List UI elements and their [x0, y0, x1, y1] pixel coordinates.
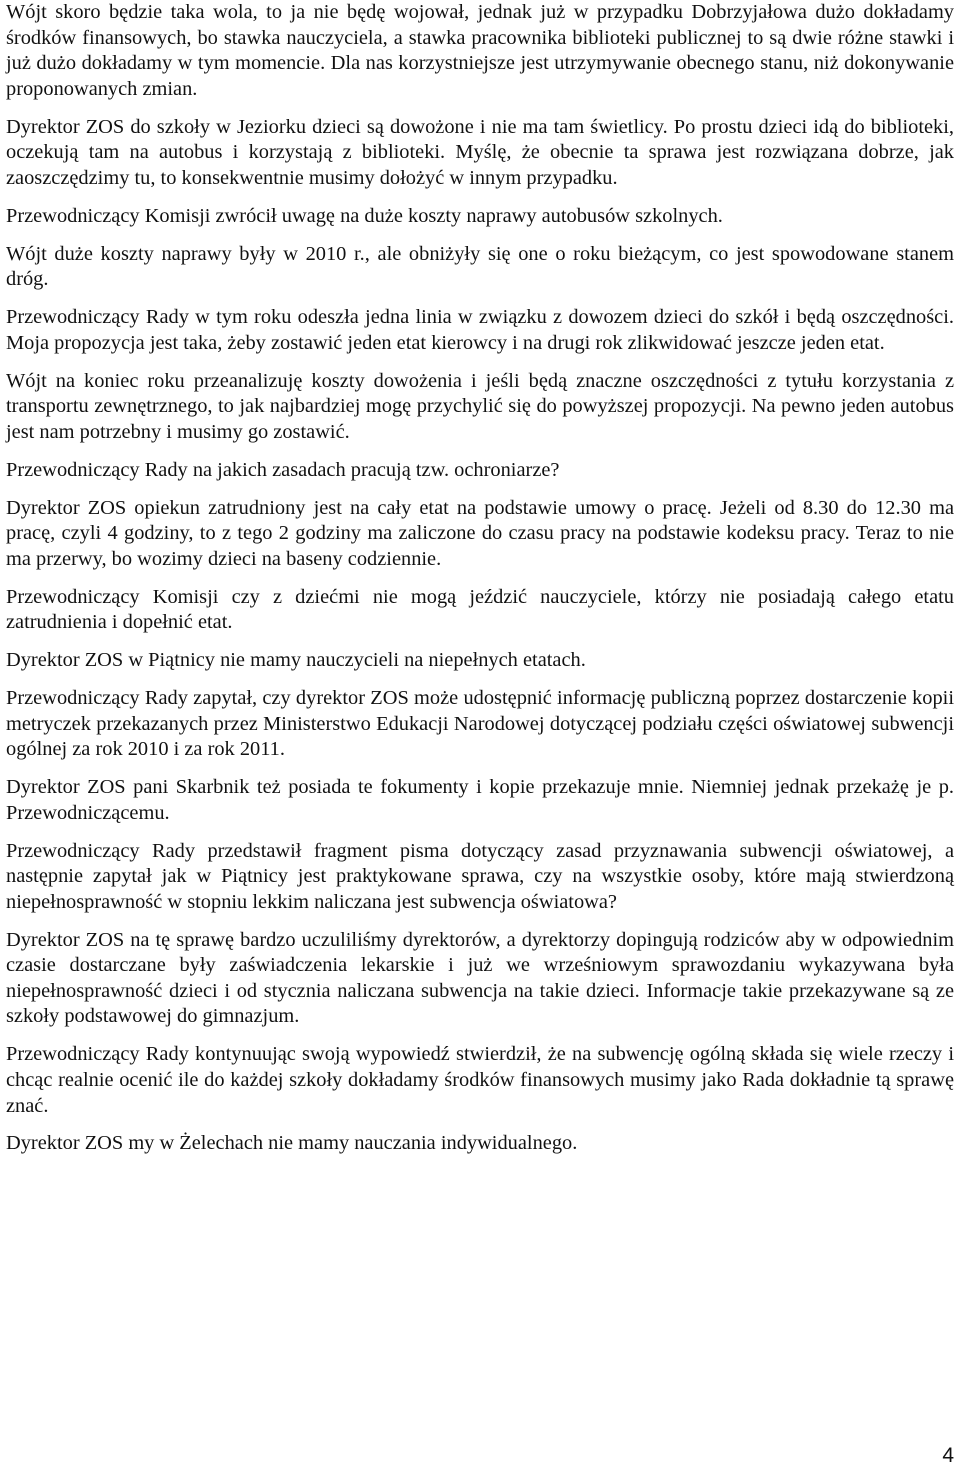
paragraph-dyrektor-piatnica: Dyrektor ZOS w Piątnicy nie mamy nauczycieli na niepełnych etatach.: [6, 649, 586, 672]
paragraph-wojt-analiza-dowozenia: Wójt na koniec roku przeanalizuję koszty dowożenia i jeśli będą znaczne oszczędności z tytułu korzystania z transportu zewnętrznego, to jak najbardziej mogę przychylić się do powyższej propozycji. Na pewno jeden autobus jest nam potrzebny i musimy go zostawić.: [6, 369, 954, 443]
paragraph-komisja-nauczyciele: Przewodniczący Komisji czy z dziećmi nie mogą jeździć nauczyciele, którzy nie posiadają całego etatu zatrudnienia i dopełnić etat.: [6, 585, 954, 634]
paragraph-rada-subwencja-ogolna: Przewodniczący Rady kontynuując swoją wypowiedź stwierdził, że na subwencję ogólną składa się wiele rzeczy i chcąc realnie ocenić ile do każdej szkoły dokładamy środków finansowych musimy jako Rada dokładnie tą sprawę znać.: [6, 1043, 954, 1117]
paragraph-rada-metryczki: Przewodniczący Rady zapytał, czy dyrektor ZOS może udostępnić informację publiczną poprzez dostarczenie kopii metryczek przekazanych przez Ministerstwo Edukacji Narodowej dotyczącej podziału części oświatowej subwencji ogólnej za rok 2010 i za rok 2011.: [6, 687, 954, 761]
paragraph-wojt-dobrzyjalowo: Wójt skoro będzie taka wola, to ja nie będę wojował, jednak już w przypadku Dobrzyjałowa dużo dokładamy środków finansowych, bo stawka nauczyciela, a stawka pracownika biblioteki publicznej to są dwie różne stawki i już dużo dokładamy w tym momencie. Dla nas korzystniejsze jest utrzymywanie obecnego stanu, niż dokonywanie proponowanych zmian.: [6, 1, 954, 100]
page-number: 4: [942, 1444, 954, 1467]
paragraph-rada-ochroniarze: Przewodniczący Rady na jakich zasadach pracują tzw. ochroniarze?: [6, 458, 560, 481]
paragraph-dyrektor-opiekun: Dyrektor ZOS opiekun zatrudniony jest na cały etat na podstawie umowy o pracę. Jeżeli od 8.30 do 12.30 ma pracę, czyli 4 godziny, to z tego 2 godziny ma zaliczone do czasu pracy na podstawie kodeksu pracy. Teraz to nie ma przerwy, bo wozimy dzieci na baseny codziennie.: [6, 496, 954, 570]
paragraph-komisja-autobusy: Przewodniczący Komisji zwrócił uwagę na duże koszty naprawy autobusów szkolnych.: [6, 204, 723, 227]
paragraph-rada-linia-dowozu: Przewodniczący Rady w tym roku odeszła jedna linia w związku z dowozem dzieci do szkół i będą oszczędności. Moja propozycja jest taka, żeby zostawić jeden etat kierowcy i na drugi rok zlikwidować jeszcze jeden etat.: [6, 306, 954, 354]
paragraph-wojt-koszty-naprawy: Wójt duże koszty naprawy były w 2010 r., ale obniżyły się one o roku bieżącym, co jest spowodowane stanem dróg.: [6, 242, 954, 291]
paragraph-rada-subwencja: Przewodniczący Rady przedstawił fragment pisma dotyczący zasad przyznawania subwencji oświatowej, a następnie zapytał jak w Piątnicy jest praktykowane sprawa, czy na wszystkie osoby, które mają stwierdzoną niepełnosprawność w stopniu lekkim naliczana jest subwencja oświatowa?: [6, 839, 954, 913]
paragraph-dyrektor-skarbnik: Dyrektor ZOS pani Skarbnik też posiada te fokumenty i kopie przekazuje mnie. Niemniej jednak przekażę je p. Przewodniczącemu.: [6, 776, 954, 824]
paragraph-dyrektor-zaswiadczenia: Dyrektor ZOS na tę sprawę bardzo uczuliliśmy dyrektorów, a dyrektorzy dopingują rodziców aby w odpowiednim czasie dostarczane były zaświadczenia lekarskie i już we wrześniowym sprawozdaniu wykazywana była niepełnosprawność dzieci i od stycznia naliczana subwencja na takie dzieci. Informacje takie przekazywane są ze szkoły podstawowej do gimnazjum.: [6, 928, 954, 1028]
paragraph-dyrektor-jeziorko: Dyrektor ZOS do szkoły w Jeziorku dzieci są dowożone i nie ma tam świetlicy. Po prostu dzieci idą do biblioteki, oczekują tam na autobus i korzystają z biblioteki. Myślę, że obecnie ta sprawa jest rozwiązana dobrze, jak zaoszczędzimy tu, to konsekwentnie musimy dołożyć w innym przypadku.: [6, 115, 954, 189]
document-page: [6, 0, 954, 1169]
paragraph-dyrektor-zelechy: Dyrektor ZOS my w Żelechach nie mamy nauczania indywidualnego.: [6, 1132, 578, 1155]
